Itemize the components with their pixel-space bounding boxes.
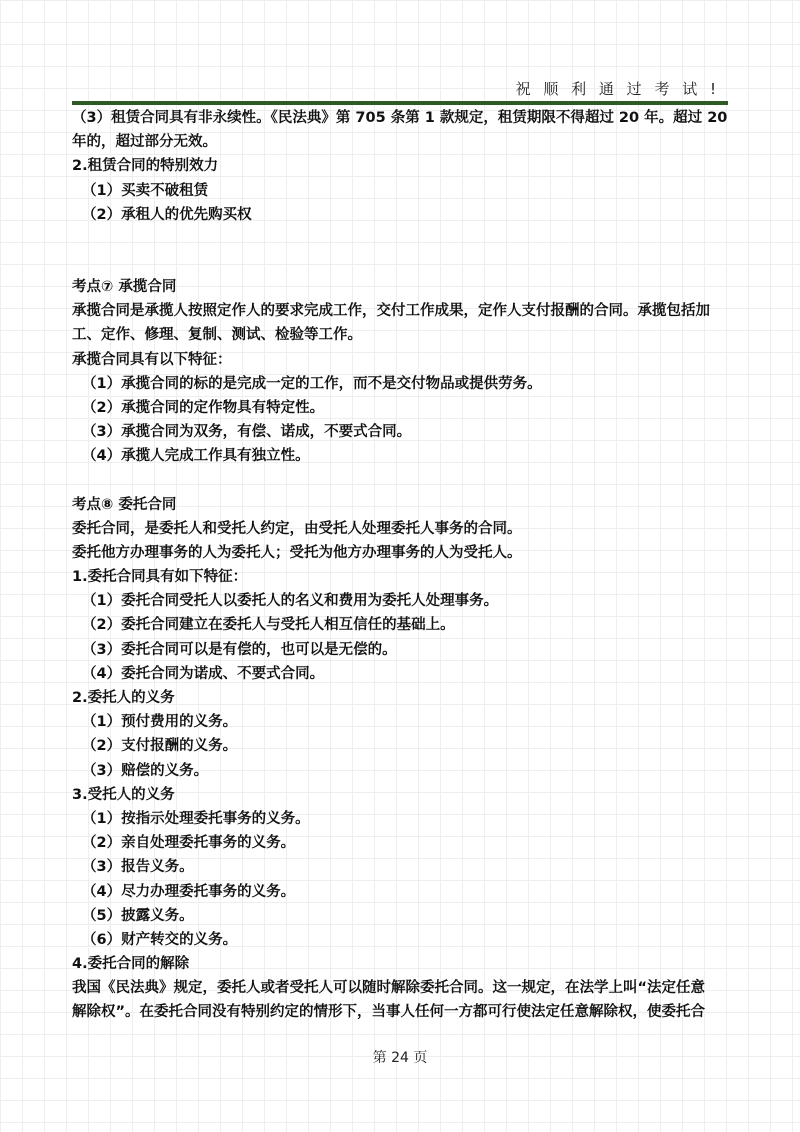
page-content [72,106,732,1025]
paragraph: 委托合同，是委托人和受托人约定，由受托人处理委托人事务的合同。 [72,520,522,537]
list-item: （1）预付费用的义务。 [82,714,238,731]
paragraph: 我国《民法典》规定，委托人或者受托人可以随时解除委托合同。这一规定，在法学上叫“法定任意 [72,980,706,997]
paragraph: 委托他方办理事务的人为委托人；受托为他方办理事务的人为受托人。 [72,544,522,561]
list-item: （1）承揽合同的标的是完成一定的工作，而不是交付物品或提供劳务。 [82,375,542,392]
list-item: （3）赔偿的义务。 [82,762,209,779]
list-item: （1）买卖不破租赁 [82,182,209,199]
list-item: （2）承揽合同的定作物具有特定性。 [82,399,325,416]
section-heading: 考点⑦ 承揽合同 [72,278,177,295]
paragraph: （3）租赁合同具有非永续性。《民法典》第 705 条第 1 款规定，租赁期限不得超过 20 年。超过 20 年的，超过部分无效。 [72,110,728,151]
list-item: （3）委托合同可以是有偿的，也可以是无偿的。 [82,641,397,658]
list-item: （3）承揽合同为双务，有偿、诺成，不要式合同。 [82,424,412,441]
section-heading: 4.委托合同的解除 [72,956,190,973]
section-heading: 3.受托人的义务 [72,786,175,803]
page-number: 第 24 页 [372,1050,428,1066]
header-rule [72,101,728,105]
list-item: （3）报告义务。 [82,859,194,876]
list-item: （2）委托合同建立在委托人与受托人相互信任的基础上。 [82,617,455,634]
list-item: （2）承租人的优先购买权 [82,206,252,223]
paragraph: 承揽合同是承揽人按照定作人的要求完成工作，交付工作成果，定作人支付报酬的合同。承揽包括加工、定作、修理、复制、测试、检验等工作。 [72,303,710,344]
list-item: （6）财产转交的义务。 [82,931,238,948]
list-item: （4）委托合同为诺成、不要式合同。 [82,665,325,682]
page-header: 祝 顺 利 通 过 考 试 ! [515,80,720,98]
list-item: （2）亲自处理委托事务的义务。 [82,835,296,852]
list-item: （4）尽力办理委托事务的义务。 [82,883,296,900]
list-item: （4）承揽人完成工作具有独立性。 [82,448,310,465]
section-heading: 2.租赁合同的特别效力 [72,158,219,175]
list-item: （1）按指示处理委托事务的义务。 [82,810,310,827]
paragraph: 解除权”。在委托合同没有特别约定的情形下，当事人任何一方都可行使法定任意解除权，使委托合 [72,1004,706,1021]
section-heading: 1.委托合同具有如下特征： [72,569,248,586]
paragraph: 承揽合同具有以下特征： [72,351,232,368]
list-item: （1）委托合同受托人以委托人的名义和费用为委托人处理事务。 [82,593,499,610]
list-item: （5）披露义务。 [82,907,194,924]
section-heading: 2.委托人的义务 [72,690,175,706]
list-item: （2）支付报酬的义务。 [82,738,238,755]
section-heading: 考点⑧ 委托合同 [72,496,177,513]
